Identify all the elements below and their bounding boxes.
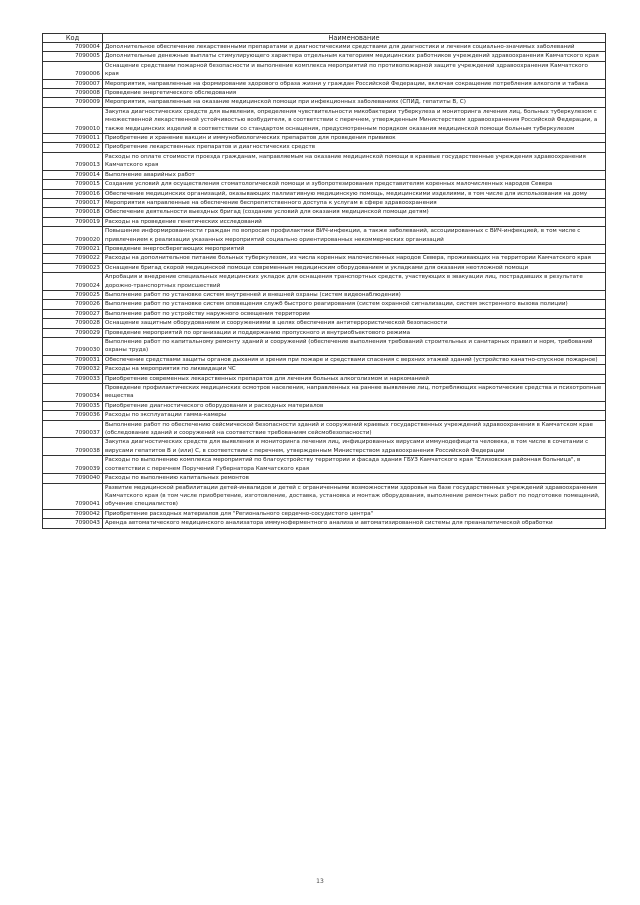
table-row <box>43 134 606 143</box>
table-row <box>43 43 606 52</box>
table-row <box>43 319 606 328</box>
row-name: Приобретение диагностического оборудования и расходных материалов <box>103 401 606 410</box>
row-code: 7090012 <box>43 143 103 152</box>
row-name: Расходы на проведение генетических исследований <box>103 217 606 226</box>
codes-table <box>42 33 606 529</box>
row-name: Оснащение защитным оборудованием и сооружениями в целях обеспечения антитеррористической безопасности <box>103 319 606 328</box>
table-row <box>43 355 606 364</box>
row-code: 7090043 <box>43 519 103 528</box>
row-name: Закупка диагностических средств для выявления, определения чувствительности микобактерии туберкулеза и мониторинга лечения лиц, больных туберкулезом с множественной лекарственной устойчивостью возбудителя, в соответствии с перечнем, утвержденным Министерством здравоохранения Российской Федерации, а также медицинских изделий в соответствии со стандартом оснащения, предусмотренным порядком оказания медицинской помощи больным туберкулезом <box>103 107 606 133</box>
table-row <box>43 254 606 263</box>
row-name: Проведение энергосберегающих мероприятий <box>103 244 606 253</box>
table-row <box>43 180 606 189</box>
row-code: 7090022 <box>43 254 103 263</box>
row-code: 7090041 <box>43 483 103 509</box>
table-row <box>43 519 606 528</box>
row-code: 7090004 <box>43 43 103 52</box>
row-name: Дополнительное обеспечение лекарственными препаратами и диагностическими средствами для диагностики и лечения социально-значимых заболеваний <box>103 43 606 52</box>
row-name: Мероприятия, направленные на формирование здорового образа жизни у граждан Российской Федерации, включая сокращение потребления алкоголя и табака <box>103 79 606 88</box>
row-code: 7090027 <box>43 309 103 318</box>
table-row <box>43 438 606 456</box>
row-code: 7090035 <box>43 401 103 410</box>
row-code: 7090021 <box>43 244 103 253</box>
row-code: 7090042 <box>43 509 103 518</box>
row-name: Создание условий для осуществления стоматологической помощи и зубопротезирования представителям коренных малочисленных народов Севера <box>103 180 606 189</box>
row-name: Проведение мероприятий по организации и поддержанию пропускного и внутриобъектового режима <box>103 328 606 337</box>
row-name: Проведение профилактических медицинских осмотров населения, направленных на раннее выявление лиц, потребляющих наркотические средства и психотропные вещества <box>103 384 606 402</box>
row-code: 7090013 <box>43 152 103 170</box>
table-row <box>43 483 606 509</box>
row-code: 7090031 <box>43 355 103 364</box>
row-name: Выполнение работ по обеспечению сейсмической безопасности зданий и сооружений краевых государственных учреждений здравоохранения в Камчатском крае (обследование зданий и сооружений на соответствие требованиям сейсмобезопасности) <box>103 420 606 438</box>
row-code: 7090032 <box>43 365 103 374</box>
table-row <box>43 98 606 107</box>
row-code: 7090039 <box>43 456 103 474</box>
table-row <box>43 152 606 170</box>
row-code: 7090026 <box>43 300 103 309</box>
row-code: 7090014 <box>43 170 103 179</box>
row-name: Апробация и внедрение специальных медицинских укладок для оснащения транспортных средств, участвующих в эвакуации лиц, пострадавших в результате дорожно-транспортных происшествий <box>103 273 606 291</box>
table-row <box>43 401 606 410</box>
table-row <box>43 328 606 337</box>
row-name: Приобретение расходных материалов для "Регионального сердечно-сосудистого центра" <box>103 509 606 518</box>
row-name: Приобретение лекарственных препаратов и диагностических средств <box>103 143 606 152</box>
row-name: Оснащение бригад скорой медицинской помощи современным медицинским оборудованием и укладками для оказания неотложной помощи <box>103 263 606 272</box>
row-name: Дополнительные денежные выплаты стимулирующего характера отдельным категориям медицинских работников учреждений здравоохранения Камчатского края <box>103 52 606 61</box>
row-code: 7090024 <box>43 273 103 291</box>
row-code: 7090006 <box>43 61 103 79</box>
row-name: Обеспечение деятельности выездных бригад (создание условий для оказания медицинской помощи детям) <box>103 208 606 217</box>
table-row <box>43 338 606 356</box>
table-row <box>43 89 606 98</box>
row-name: Проведение энергетического обследования <box>103 89 606 98</box>
table-row <box>43 374 606 383</box>
table-row <box>43 52 606 61</box>
row-code: 7090017 <box>43 198 103 207</box>
table-row <box>43 79 606 88</box>
table-row <box>43 189 606 198</box>
table-body <box>43 43 606 529</box>
row-code: 7090010 <box>43 107 103 133</box>
table-row <box>43 143 606 152</box>
row-name: Выполнение работ по устройству наружного освещения территории <box>103 309 606 318</box>
row-code: 7090023 <box>43 263 103 272</box>
row-name: Обеспечение средствами защиты органов дыхания и зрения при пожаре и средствами спасения с верхних этажей зданий (устройство канатно-спускное пожарное) <box>103 355 606 364</box>
table-row <box>43 227 606 245</box>
row-code: 7090030 <box>43 338 103 356</box>
table-header-row <box>43 34 606 43</box>
table-row <box>43 263 606 272</box>
table-row <box>43 217 606 226</box>
row-name: Оснащение средствами пожарной безопасности и выполнение комплекса мероприятий по противопожарной защите учреждений здравоохранения Камчатского края <box>103 61 606 79</box>
column-header-code: Код <box>43 34 103 43</box>
table-row <box>43 273 606 291</box>
row-name: Расходы по выполнению капитальных ремонтов <box>103 474 606 483</box>
row-code: 7090036 <box>43 411 103 420</box>
page-number: 13 <box>316 878 324 885</box>
row-code: 7090019 <box>43 217 103 226</box>
row-code: 7090033 <box>43 374 103 383</box>
column-header-name: Наименование <box>103 34 606 43</box>
table-row <box>43 170 606 179</box>
row-name: Приобретение и хранение вакцин и иммунобиологических препаратов для проведения прививок <box>103 134 606 143</box>
row-code: 7090018 <box>43 208 103 217</box>
row-name: Расходы по эксплуатации гамма-камеры <box>103 411 606 420</box>
row-name: Мероприятия направленные на обеспечение беспрепятственного доступа к услугам в сфере здравоохранения <box>103 198 606 207</box>
row-name: Расходы по оплате стоимости проезда гражданам, направляемым на оказание медицинской помощи в краевые государственные учреждения здравоохранения Камчатского края <box>103 152 606 170</box>
row-name: Выполнение работ по капитальному ремонту зданий и сооружений (обеспечение выполнения требований строительных и санитарных правил и норм, требований охраны труда) <box>103 338 606 356</box>
row-code: 7090020 <box>43 227 103 245</box>
row-name: Выполнение работ по установке систем оповещения служб быстрого реагирования (систем охранной сигнализации, систем экстренного вызова полиции) <box>103 300 606 309</box>
table-row <box>43 61 606 79</box>
row-code: 7090040 <box>43 474 103 483</box>
row-code: 7090008 <box>43 89 103 98</box>
table-row <box>43 420 606 438</box>
row-name: Повышение информированности граждан по вопросам профилактики ВИЧ-инфекции, а также заболеваний, ассоциированных с ВИЧ-инфекцией, в том числе с привлечением к реализации указанных мероприятий социально ориентированных некоммерческих организаций <box>103 227 606 245</box>
row-name: Обеспечение медицинских организаций, оказывающих паллиативную медицинскую помощь, медицинскими изделиями, в том числе для использования на дому <box>103 189 606 198</box>
row-name: Аренда автоматического медицинского анализатора иммуноферментного анализа и автоматизированной системы для преаналитической обработки <box>103 519 606 528</box>
row-name: Мероприятия, направленные на оказание медицинской помощи при инфекционных заболеваниях (СПИД, гепатиты B, C) <box>103 98 606 107</box>
row-name: Выполнение аварийных работ <box>103 170 606 179</box>
row-name: Расходы по выполнению комплекса мероприятий по благоустройству территории и фасада здания ГБУЗ Камчатского края "Елизовская районная больница", в соответствии с перечнем Поручений Губернатора Камчатского края <box>103 456 606 474</box>
table-row <box>43 456 606 474</box>
table-row <box>43 300 606 309</box>
row-code: 7090007 <box>43 79 103 88</box>
table-row <box>43 107 606 133</box>
row-name: Расходы на дополнительное питание больных туберкулезом, из числа коренных малочисленных народов Севера, проживающих на территории Камчатского края <box>103 254 606 263</box>
row-code: 7090037 <box>43 420 103 438</box>
table-row <box>43 198 606 207</box>
row-code: 7090011 <box>43 134 103 143</box>
row-code: 7090009 <box>43 98 103 107</box>
row-name: Закупка диагностических средств для выявления и мониторинга лечения лиц, инфицированных вирусами иммунодефицита человека, в том числе в сочетании с вирусами гепатитов B и (или) C, в соответствии с перечнем, утвержденным Министерством здравоохранения Российской Федерации <box>103 438 606 456</box>
row-code: 7090016 <box>43 189 103 198</box>
row-name: Расходы на мероприятия по ликвидации ЧС <box>103 365 606 374</box>
row-code: 7090038 <box>43 438 103 456</box>
row-code: 7090029 <box>43 328 103 337</box>
row-code: 7090005 <box>43 52 103 61</box>
table-row <box>43 244 606 253</box>
row-name: Развитие медицинской реабилитации детей-инвалидов и детей с ограниченными возможностями здоровья на базе государственных учреждений здравоохранения Камчатского края (в том числе приобретение, изготовление, доставка, установка и монтаж оборудования, выполнение ремонтных работ по подготовке помещений, обучение специалистов) <box>103 483 606 509</box>
row-name: Выполнение работ по установке систем внутренней и внешней охраны (систем видеонаблюдения) <box>103 290 606 299</box>
row-code: 7090015 <box>43 180 103 189</box>
table-row <box>43 384 606 402</box>
table-row <box>43 411 606 420</box>
table-row <box>43 309 606 318</box>
table-row <box>43 208 606 217</box>
table-row <box>43 290 606 299</box>
row-code: 7090025 <box>43 290 103 299</box>
row-code: 7090028 <box>43 319 103 328</box>
table-row <box>43 509 606 518</box>
row-code: 7090034 <box>43 384 103 402</box>
table-row <box>43 365 606 374</box>
row-name: Приобретение современных лекарственных препаратов для лечения больных алкоголизмом и наркоманией <box>103 374 606 383</box>
table-row <box>43 474 606 483</box>
